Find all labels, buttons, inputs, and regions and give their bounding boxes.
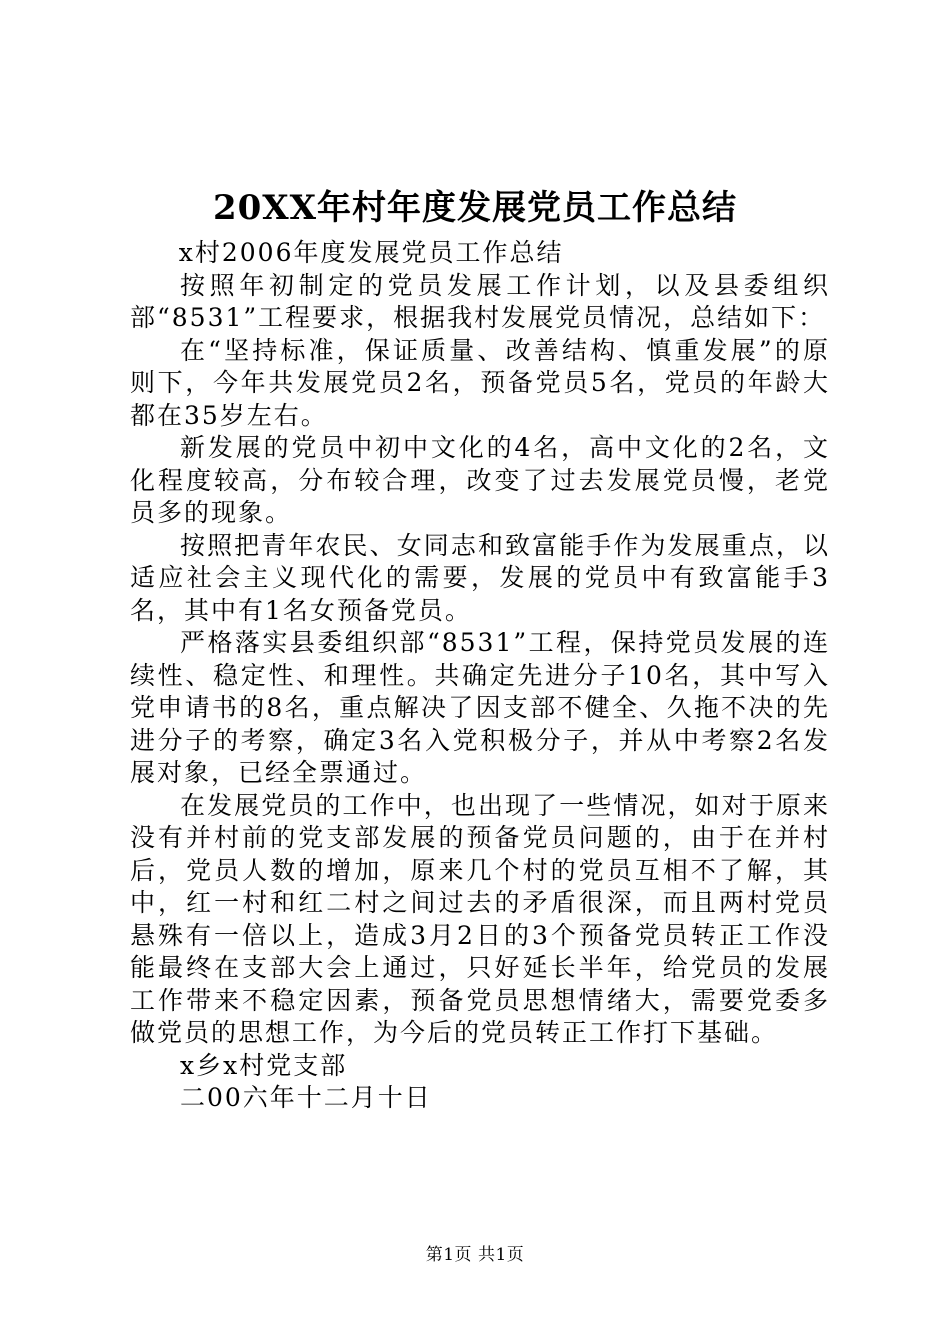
implementation-paragraph: 严格落实县委组织部“8531”工程，保持党员发展的连续性、稳定性、和理性。共确定先进分子10名，其中写入党申请书的8名，重点解决了因支部不健全、久拖不决的先进分子的考察，确定3名入党积极分子，并从中考察2名发展对象，已经全票通过。	[130, 628, 830, 787]
focus-paragraph: 按照把青年农民、女同志和致富能手作为发展重点，以适应社会主义现代化的需要，发展的党员中有致富能手3名，其中有1名女预备党员。	[130, 530, 830, 625]
education-paragraph: 新发展的党员中初中文化的4名，高中文化的2名，文化程度较高，分布较合理，改变了过去发展党员慢，老党员多的现象。	[130, 433, 830, 527]
intro-paragraph: 按照年初制定的党员发展工作计划，以及县委组织部“8531”工程要求，根据我村发展党员情况，总结如下：	[130, 270, 830, 332]
page-footer: 第1页 共1页	[425, 1245, 525, 1265]
issues-paragraph: 在发展党员的工作中，也出现了一些情况，如对于原来没有并村前的党支部发展的预备党员问题的，由于在并村后，党员人数的增加，原来几个村的党员互相不了解，其中，红一村和红二村之间过去的矛盾很深，而且两村党员悬殊有一倍以上，造成3月2日的3个预备党员转正工作没能最终在支部大会上通过，只好延长半年，给党员的发展工作带来不稳定因素，预备党员思想情绪大，需要党委多做党员的思想工作，为今后的党员转正工作打下基础。	[130, 790, 830, 1047]
signature-line: x乡x村党支部	[180, 1050, 348, 1080]
document-title: 20XX年村年度发展党员工作总结	[212, 188, 738, 228]
document-body	[130, 237, 830, 1115]
date-line: 二00六年十二月十日	[180, 1083, 432, 1112]
subtitle-paragraph: x村2006年度发展党员工作总结	[178, 238, 564, 267]
principle-paragraph: 在“坚持标准，保证质量、改善结构、慎重发展”的原则下，今年共发展党员2名，预备党员5名，党员的年龄大都在35岁左右。	[130, 335, 830, 430]
